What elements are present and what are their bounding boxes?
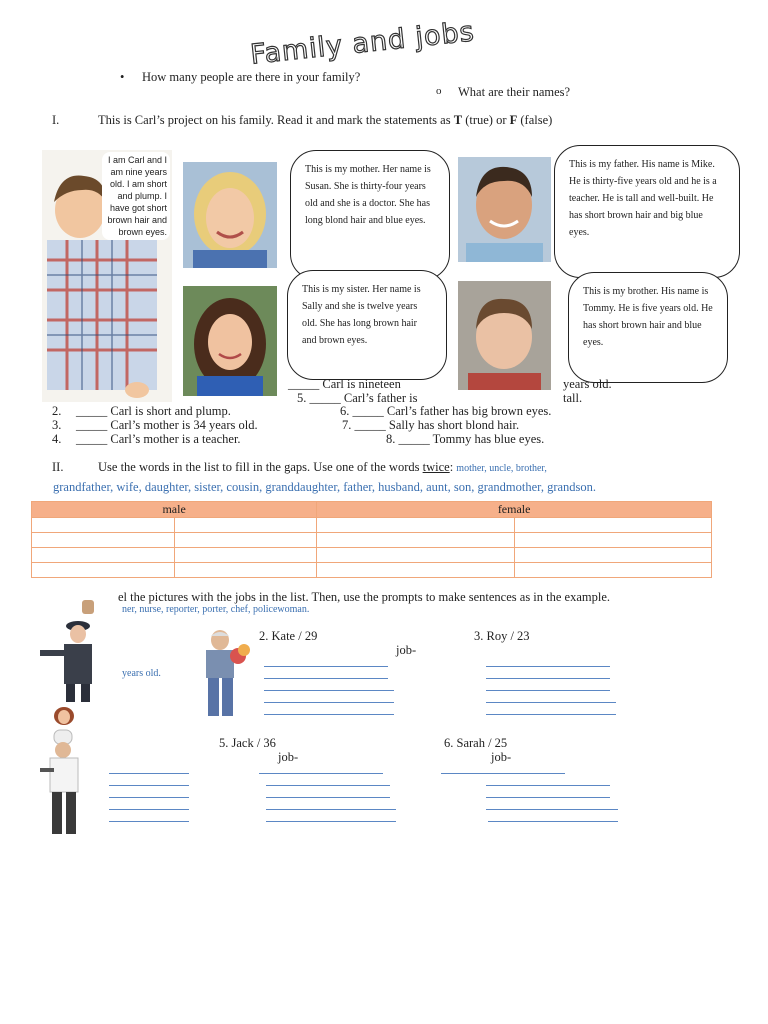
table-cell[interactable]	[174, 548, 317, 563]
word-list: grandfather, wife, daughter, sister, cousin, granddaughter, father, husband, aunt, son, grandmother, grandson.	[53, 480, 597, 494]
answer-line[interactable]	[486, 666, 610, 667]
father-bubble: This is my father. His name is Mike. He is thirty-five years old and he is a teacher. He is tall and well-built. He has short brown hair and big blue eyes.	[554, 145, 740, 278]
brother-photo	[458, 281, 551, 390]
answer-line[interactable]	[266, 785, 390, 786]
kate-job-label: job-	[396, 643, 417, 657]
statement-5-end: tall.	[563, 391, 583, 405]
false-letter: F	[509, 113, 518, 127]
carl-photo	[42, 150, 172, 402]
statement-4-number: 4.	[52, 432, 62, 446]
table-cell[interactable]	[32, 533, 175, 548]
answer-line[interactable]	[486, 785, 610, 786]
table-cell[interactable]	[32, 518, 175, 533]
statement-4: _____ Carl’s mother is a teacher.	[76, 432, 241, 446]
female-header: female	[317, 502, 712, 518]
answer-line[interactable]	[486, 714, 616, 715]
table-cell[interactable]	[317, 533, 514, 548]
statement-7: 7. _____ Sally has short blond hair.	[342, 418, 520, 432]
statement-1: _____ Carl is nineteen	[288, 377, 401, 391]
section-1-instruction	[98, 113, 552, 128]
carl-speech-bubble: I am Carl and I am nine years old. I am short and plump. I have got short brown hair and brown eyes.	[102, 152, 170, 240]
answer-line[interactable]	[266, 809, 396, 810]
answer-line[interactable]	[264, 690, 394, 691]
male-female-table	[31, 501, 712, 578]
answer-line[interactable]	[441, 773, 565, 774]
answer-line[interactable]	[264, 678, 388, 679]
statement-1-end: years old.	[563, 377, 612, 391]
answer-line[interactable]	[486, 678, 610, 679]
statement-3-number: 3.	[52, 418, 62, 432]
answer-line[interactable]	[486, 797, 610, 798]
gardener-picture	[196, 628, 252, 720]
father-illustration	[458, 157, 551, 262]
answer-line[interactable]	[109, 797, 189, 798]
answer-line[interactable]	[109, 773, 189, 774]
father-photo	[458, 157, 551, 262]
statement-2-number: 2.	[52, 404, 62, 418]
true-letter: T	[453, 113, 463, 127]
answer-line[interactable]	[259, 773, 383, 774]
statement-2: _____ Carl is short and plump.	[76, 404, 231, 418]
intro-question-1: • How many people are there in your family?	[142, 70, 360, 85]
statement-6: 6. _____ Carl’s father has big brown eyes.	[340, 404, 552, 418]
word-list-inline: mother, uncle, brother,	[456, 463, 547, 474]
table-cell[interactable]	[317, 563, 514, 578]
chef-picture	[38, 728, 90, 840]
instruction-text: This is Carl’s project on his family. Read it and mark the statements as	[98, 113, 454, 127]
example-fragment: years old.	[122, 668, 161, 679]
sister-photo	[183, 286, 277, 396]
kate-prompt: 2. Kate / 29	[259, 629, 318, 643]
true-label: (true) or	[462, 113, 510, 127]
answer-line[interactable]	[486, 809, 618, 810]
table-cell[interactable]	[514, 518, 711, 533]
mother-bubble: This is my mother. Her name is Susan. She is thirty-four years old and she is a doctor. She has long blond hair and blue eyes.	[290, 150, 450, 280]
table-cell[interactable]	[32, 563, 175, 578]
section-2-instruction-text: Use the words in the list to fill in the gaps. Use one of the words	[98, 460, 423, 474]
table-cell[interactable]	[514, 533, 711, 548]
section-2-number: II.	[52, 460, 64, 474]
jack-prompt: 5. Jack / 36	[219, 736, 276, 750]
false-label: (false)	[517, 113, 553, 127]
answer-line[interactable]	[264, 666, 388, 667]
table-cell[interactable]	[514, 563, 711, 578]
answer-line[interactable]	[109, 785, 189, 786]
jobs-list: ner, nurse, reporter, porter, chef, policewoman.	[122, 604, 310, 615]
answer-line[interactable]	[109, 821, 189, 822]
answer-line[interactable]	[486, 702, 616, 703]
statement-5: 5. _____ Carl’s father is	[297, 391, 418, 405]
sarah-job-label: job-	[491, 750, 512, 764]
answer-line[interactable]	[488, 821, 618, 822]
roy-prompt: 3. Roy / 23	[474, 629, 530, 643]
page-title: Family and jobs	[248, 16, 477, 71]
table-cell[interactable]	[32, 548, 175, 563]
answer-line[interactable]	[266, 797, 390, 798]
table-cell[interactable]	[317, 548, 514, 563]
brother-bubble: This is my brother. His name is Tommy. He is five years old. He has short brown hair and blue eyes.	[568, 272, 728, 383]
section-2-instruction	[98, 460, 547, 475]
small-person-picture	[82, 600, 94, 614]
male-header: male	[32, 502, 317, 518]
answer-line[interactable]	[264, 702, 394, 703]
answer-line[interactable]	[266, 821, 396, 822]
table-cell[interactable]	[174, 518, 317, 533]
jack-job-label: job-	[278, 750, 299, 764]
statement-3: _____ Carl’s mother is 34 years old.	[76, 418, 258, 432]
table-cell[interactable]	[174, 533, 317, 548]
sarah-prompt: 6. Sarah / 25	[444, 736, 508, 750]
colon: :	[449, 460, 454, 474]
table-cell[interactable]	[174, 563, 317, 578]
statement-8: 8. _____ Tommy has blue eyes.	[386, 432, 545, 446]
brother-illustration	[458, 281, 551, 390]
intro-question-2: o What are their names?	[458, 85, 570, 100]
mother-photo	[183, 162, 277, 268]
sister-illustration	[183, 286, 277, 396]
section-1-number: I.	[52, 113, 60, 127]
table-cell[interactable]	[514, 548, 711, 563]
policewoman-picture	[38, 618, 104, 702]
answer-line[interactable]	[109, 809, 189, 810]
twice-word: twice	[422, 460, 450, 474]
table-cell[interactable]	[317, 518, 514, 533]
nurse-picture	[52, 705, 76, 725]
answer-line[interactable]	[264, 714, 394, 715]
answer-line[interactable]	[486, 690, 610, 691]
sister-bubble: This is my sister. Her name is Sally and she is twelve years old. She has long brown hair and brown eyes.	[287, 270, 447, 380]
section-3-instruction: el the pictures with the jobs in the list. Then, use the prompts to make sentences as in the example.	[118, 590, 611, 604]
mother-illustration	[183, 162, 277, 268]
